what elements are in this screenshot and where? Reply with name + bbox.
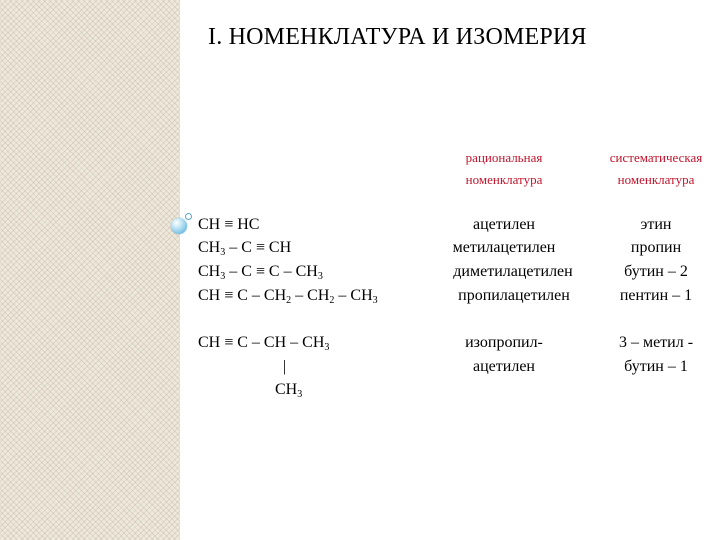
slide-title: I. НОМЕНКЛАТУРА И ИЗОМЕРИЯ (208, 24, 587, 50)
header-rational-line1: рациональная (465, 150, 543, 165)
rational-name-row-3: диметилацетилен (453, 263, 573, 280)
header-systematic (594, 147, 718, 191)
rational-name-branched-line2: ацетилен (473, 358, 535, 375)
rational-name-row-2: метилацетилен (452, 239, 556, 256)
header-systematic-line1: систематическая (609, 150, 703, 165)
rational-name-row-1: ацетилен (473, 216, 535, 233)
bullet-ring-icon (185, 213, 192, 220)
formula-row-1: CH ≡ HC (198, 216, 260, 233)
rational-name-branched-line1: изопропил- (465, 334, 543, 351)
formula-row-3: $CH_3 - C \equiv C - CH_3$ (198, 263, 323, 282)
rational-name-row-4: пропилацетилен (458, 287, 570, 304)
header-systematic-line2: номенклатура (617, 172, 695, 187)
formula-branched-methyl: $CH_3$ (275, 381, 303, 400)
systematic-name-row-1: этин (640, 216, 672, 233)
decorative-side-band (0, 0, 180, 540)
formula-branched-main: CH ≡ C – CH – $CH_3$ (198, 334, 330, 353)
header-rational-line2: номенклатура (465, 172, 543, 187)
systematic-name-row-3: бутин – 2 (624, 263, 688, 280)
formula-branched-bond: | (283, 358, 287, 375)
systematic-name-branched-line2: бутин – 1 (624, 358, 688, 375)
bullet-icon (171, 218, 187, 234)
systematic-name-row-2: пропин (630, 239, 682, 256)
formula-row-4: CH ≡ C – $CH_2 - CH_2 - CH_3$ (198, 287, 378, 306)
systematic-name-branched-line1: 3 – метил - (618, 334, 694, 351)
formula-row-2: $CH_3$ – C ≡ CH (198, 239, 292, 258)
header-rational (444, 147, 564, 191)
systematic-name-row-4: пентин – 1 (619, 287, 693, 304)
